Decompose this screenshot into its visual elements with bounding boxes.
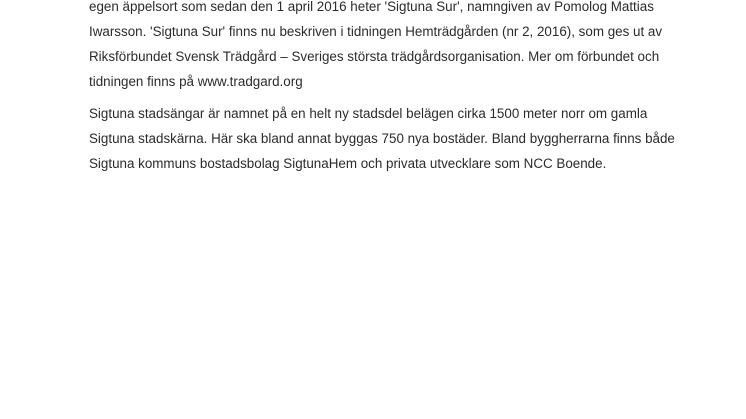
text-line: Sigtuna kommuns bostadsbolag SigtunaHem och privata utvecklare som NCC Boende. [89, 156, 607, 171]
text-line: Sigtuna stadsängar är namnet på en helt ny stadsdel belägen cirka 1500 meter norr om gamla [89, 106, 648, 121]
text-line: tidningen finns på www.tradgard.org [89, 74, 303, 89]
text-line: Sigtuna stadskärna. Här ska bland annat byggas 750 nya bostäder. Bland byggherrarna finns både [89, 131, 675, 146]
paragraph-sigtuna-stadsangar [89, 101, 689, 176]
paragraph-apple-variety [89, 0, 689, 94]
text-line: egen äppelsort som sedan den 1 april 2016 heter 'Sigtuna Sur', namngiven av Pomolog Mattias [89, 0, 654, 14]
text-line: Riksförbundet Svensk Trädgård – Sveriges största trädgårdsorganisation. Mer om förbundet och [89, 49, 660, 64]
text-line: Iwarsson. 'Sigtuna Sur' finns nu beskriven i tidningen Hemträdgården (nr 2, 2016), som ges ut av [89, 24, 663, 39]
document-body [89, 0, 689, 176]
